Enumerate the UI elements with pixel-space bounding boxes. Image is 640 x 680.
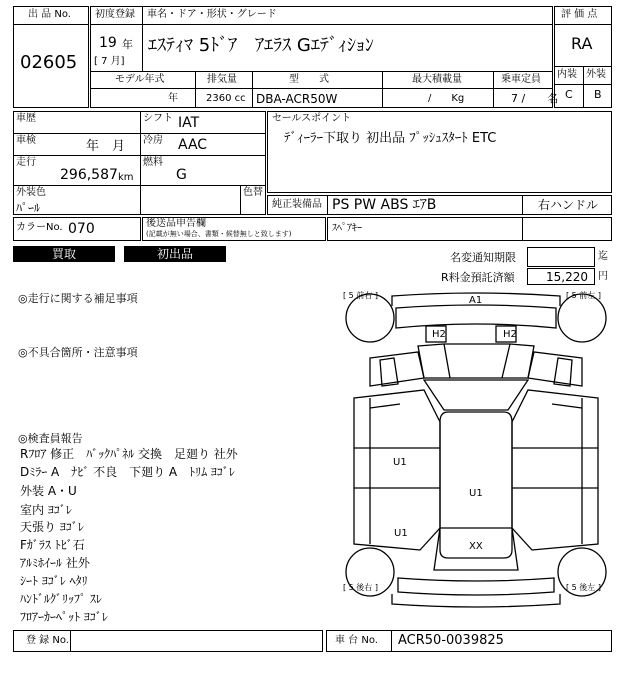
name-change-value [527, 247, 595, 267]
mark-xx: XX [469, 541, 483, 552]
color-no-label: カラーNo. [16, 222, 63, 233]
car-name: ｴｽﾃｨﾏ 5ﾄﾞｱ ｱｴﾗｽ Gｴﾃﾞｨｼｮﾝ [148, 35, 374, 56]
recycle-value: 15,220 [546, 270, 588, 284]
model-year-label: モデル年式 [115, 74, 165, 85]
inspection-value: 年 月 [86, 139, 126, 154]
lot-number: 02605 [20, 52, 78, 73]
sales-point: ﾃﾞｨｰﾗｰ下取り 初出品 ﾌﾟｯｼｭｽﾀｰﾄ ETC [284, 131, 497, 146]
mileage: 296,587 [60, 167, 118, 183]
grade-label: 評 価 点 [561, 9, 598, 20]
inspector-line: ｼｰﾄ ﾖｺﾞﾚ ﾍﾀﾘ [20, 574, 88, 588]
type-label: 型 式 [289, 74, 329, 85]
exterior-label: 外装 [586, 69, 606, 80]
history-label: 車歴 [16, 113, 36, 124]
inspector-title: ◎検査員報告 [18, 432, 83, 445]
grade-value: RA [571, 34, 593, 53]
mark-h2-right: H2 [503, 329, 517, 340]
docs-label: 後送品申告欄 [146, 218, 206, 229]
max-load: / Kg [428, 93, 465, 104]
first-listing-badge: 初出品 [124, 246, 226, 262]
inspector-line: 外装 A・U [20, 484, 77, 498]
max-load-label: 最大積載量 [412, 74, 462, 85]
color: ﾊﾟｰﾙ [16, 201, 41, 215]
first-reg-label: 初度登録 [95, 9, 135, 20]
inspector-line: ｱﾙﾐﾎｲｰﾙ 社外 [20, 556, 90, 570]
handle-side: 右ハンドル [538, 198, 599, 212]
chassis-number: ACR50-0039825 [398, 633, 504, 648]
docs-value-box [327, 217, 612, 241]
left-side-body [512, 390, 598, 550]
mark-a1: A1 [469, 295, 483, 306]
first-reg-month: [ 7 月] [94, 56, 125, 67]
recycle-label: R料金預託済額 [441, 271, 515, 284]
mark-u1-left: U1 [393, 457, 407, 468]
interior-label: 内装 [557, 69, 577, 80]
inspector-line: Fｶﾞﾗｽ ﾄﾋﾞ石 [20, 538, 85, 552]
color-box [13, 185, 266, 215]
docs-note: (記載が無い場合、書類・候替無しと致します) [146, 230, 292, 238]
inspector-line: ﾊﾝﾄﾞﾙｸﾞﾘｯﾌﾟ ｽﾚ [20, 592, 102, 606]
chassis-number-label: 車 台 No. [335, 635, 378, 646]
inspector-line: 天張り ﾖｺﾞﾚ [20, 520, 84, 534]
ac-label: 冷房 [143, 135, 163, 146]
equipment-label: 純正装備品 [272, 199, 322, 210]
mileage-unit: km [118, 172, 134, 183]
supplement-title: ◎走行に関する補足事項 [18, 292, 138, 305]
lot-number-label: 出 品 No. [28, 9, 71, 20]
car-damage-diagram [340, 288, 610, 628]
mileage-label: 走行 [16, 157, 36, 168]
displacement-label: 排気量 [207, 74, 237, 85]
color-label: 外装色 [16, 187, 46, 198]
inspector-line: 室内 ﾖｺﾞﾚ [20, 503, 72, 517]
first-reg-year: 19 [99, 35, 117, 51]
displacement: 2360 cc [206, 93, 246, 104]
reg-number-label: 登 録 No. [26, 635, 69, 646]
name-change-label: 名変通知期限 [450, 251, 516, 264]
color-no: 070 [68, 221, 95, 237]
repaint-label: 色替 [243, 187, 263, 198]
capacity-label: 乗車定員 [501, 74, 541, 85]
first-reg-year-unit: 年 [122, 38, 133, 51]
interior-grade: C [565, 88, 573, 101]
fuel: G [176, 167, 187, 183]
right-side-body [354, 390, 440, 550]
buy-badge: 買取 [13, 246, 115, 262]
tire-label-front-left: [ 5 前左 ] [566, 291, 601, 300]
inspector-line: ﾌﾛｱｰｶｰﾍﾟｯﾄ ﾖｺﾞﾚ [20, 610, 108, 624]
inspector-line: Dﾐﾗｰ A ﾅﾋﾞ 不良 下廻り A ﾄﾘﾑ ﾖｺﾞﾚ [20, 465, 235, 479]
inspector-line: Rﾌﾛｱ 修正 ﾊﾞｯｸﾊﾟﾈﾙ 交換 足廻り 社外 [20, 447, 238, 461]
front-left-tire [558, 291, 606, 342]
mark-h2-left: H2 [432, 329, 446, 340]
tire-label-rear-right: [ 5 後右 ] [343, 583, 378, 592]
tire-label-rear-left: [ 5 後左 ] [566, 583, 601, 592]
roof [440, 412, 512, 558]
recycle-unit: 円 [598, 271, 608, 282]
shift: IAT [178, 115, 200, 131]
docs-value: ｽﾍﾟｱｷｰ [332, 223, 362, 234]
capacity: 7 / 名 [511, 92, 559, 105]
inspection-label: 車検 [16, 135, 36, 146]
front-right-tire [346, 294, 394, 342]
mark-u1-center: U1 [469, 488, 483, 499]
model-year-unit: 年 [168, 93, 178, 104]
windshield [424, 380, 528, 410]
mark-u1-rear: U1 [394, 528, 408, 539]
tire-label-front-right: [ 5 前右 ] [343, 291, 378, 300]
rear-bumper [392, 578, 560, 607]
defects-title: ◎不具合箇所・注意事項 [18, 346, 138, 359]
type: DBA-ACR50W [256, 92, 338, 106]
hood [418, 344, 534, 378]
car-name-label: 車名・ドア・形状・グレード [147, 9, 277, 20]
ac: AAC [178, 137, 208, 153]
fuel-label: 燃料 [143, 157, 163, 168]
shift-label: シフト [143, 113, 173, 124]
name-change-unit: 迄 [598, 251, 608, 262]
exterior-grade: B [594, 88, 602, 101]
equipment: PS PW ABS ｴｱB [332, 197, 437, 213]
sales-point-label: セールスポイント [272, 113, 352, 124]
